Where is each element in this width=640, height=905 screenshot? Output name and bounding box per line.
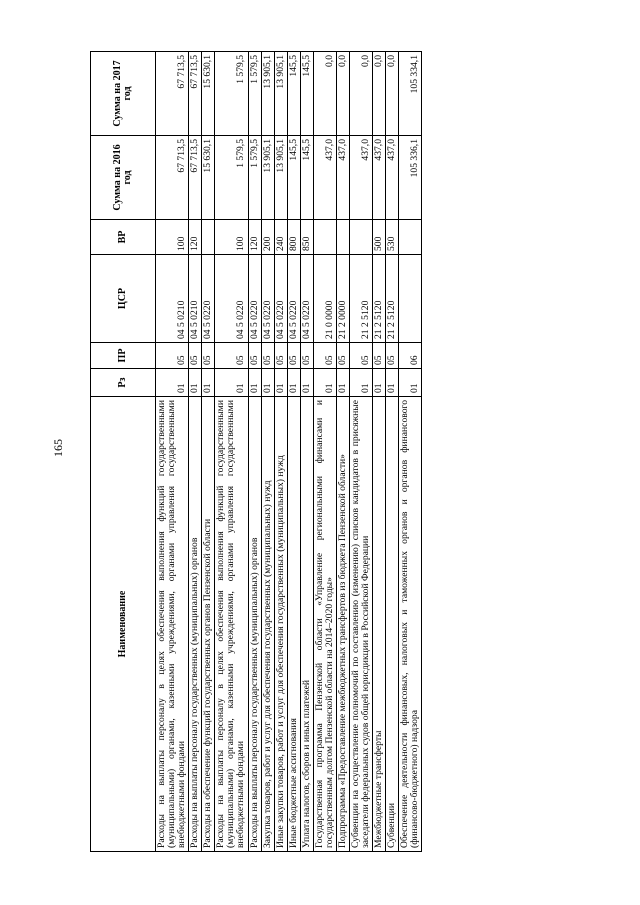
- cell-sum-2016: 437,0: [350, 136, 373, 220]
- cell-sum-2017: 0,0: [336, 52, 349, 136]
- cell-sum-2017: 105 334,1: [399, 52, 422, 136]
- cell-name: Уплата налогов, сборов и иных платежей: [300, 397, 313, 852]
- table-row: [313, 52, 336, 852]
- cell-sum-2017: 67 713,5: [189, 52, 202, 136]
- cell-rz: 01: [248, 369, 261, 397]
- cell-pr: 05: [373, 343, 386, 369]
- table-row: [373, 52, 386, 852]
- cell-name: Субвенции: [386, 397, 399, 852]
- cell-csr: 21 2 5120: [386, 255, 399, 343]
- cell-csr: 04 5 0220: [248, 255, 261, 343]
- cell-sum-2017: 1 579,5: [248, 52, 261, 136]
- cell-csr: 21 0 0000: [313, 255, 336, 343]
- cell-sum-2017: 15 630,1: [202, 52, 215, 136]
- cell-sum-2016: 437,0: [336, 136, 349, 220]
- cell-rz: 01: [336, 369, 349, 397]
- table-header-row: [91, 52, 156, 852]
- cell-name: Обеспечение деятельности финансовых, налоговых и таможенных органов и органов финансового (финансово-бюджетного) надзора: [399, 397, 422, 852]
- cell-vr: 800: [287, 220, 300, 255]
- cell-pr: 05: [156, 343, 189, 369]
- header-name: Наименование: [91, 397, 156, 852]
- cell-csr: 04 5 0220: [202, 255, 215, 343]
- cell-name: Расходы на выплаты персоналу государственных (муниципальных) органов: [248, 397, 261, 852]
- table-row: [287, 52, 300, 852]
- cell-rz: 01: [300, 369, 313, 397]
- cell-csr: 21 2 5120: [350, 255, 373, 343]
- cell-pr: 05: [189, 343, 202, 369]
- cell-name: Расходы на выплаты персоналу государственных (муниципальных) органов: [189, 397, 202, 852]
- cell-name: Расходы на обеспечение функций государственных органов Пензенской области: [202, 397, 215, 852]
- budget-table: [90, 51, 422, 852]
- cell-sum-2016: 105 336,1: [399, 136, 422, 220]
- cell-vr: 530: [386, 220, 399, 255]
- cell-rz: 01: [261, 369, 274, 397]
- cell-sum-2016: 13 905,1: [261, 136, 274, 220]
- cell-sum-2017: 0,0: [373, 52, 386, 136]
- cell-pr: 05: [274, 343, 287, 369]
- table-row: [350, 52, 373, 852]
- cell-pr: 06: [399, 343, 422, 369]
- cell-name: Межбюджетные трансферты: [373, 397, 386, 852]
- cell-vr: 100: [156, 220, 189, 255]
- cell-sum-2017: 67 713,5: [156, 52, 189, 136]
- cell-pr: 05: [350, 343, 373, 369]
- cell-vr: [313, 220, 336, 255]
- table-row: [399, 52, 422, 852]
- cell-name: Подпрограмма «Предоставление межбюджетных трансфертов из бюджета Пензенской области»: [336, 397, 349, 852]
- cell-pr: 05: [287, 343, 300, 369]
- table-row: [189, 52, 202, 852]
- cell-sum-2017: 145,5: [300, 52, 313, 136]
- header-rz: Рз: [91, 369, 156, 397]
- cell-pr: 05: [215, 343, 248, 369]
- cell-pr: 05: [336, 343, 349, 369]
- cell-csr: 04 5 0220: [215, 255, 248, 343]
- cell-name: Расходы на выплаты персоналу в целях обеспечения выполнения функций государственными (муниципальными) органами, казенными учреждениями, органами управления государственными внебюджетными фондами: [156, 397, 189, 852]
- cell-sum-2017: 13 905,1: [274, 52, 287, 136]
- cell-pr: 05: [386, 343, 399, 369]
- cell-vr: [350, 220, 373, 255]
- cell-csr: 04 5 0210: [156, 255, 189, 343]
- cell-rz: 01: [313, 369, 336, 397]
- header-sum-2017: Сумма на 2017 год: [91, 52, 156, 136]
- cell-sum-2016: 1 579,5: [215, 136, 248, 220]
- cell-rz: 01: [373, 369, 386, 397]
- cell-sum-2017: 13 905,1: [261, 52, 274, 136]
- table-row: [261, 52, 274, 852]
- cell-pr: 05: [261, 343, 274, 369]
- table-row: [156, 52, 189, 852]
- cell-rz: 01: [287, 369, 300, 397]
- cell-rz: 01: [399, 369, 422, 397]
- cell-sum-2016: 15 630,1: [202, 136, 215, 220]
- cell-vr: 500: [373, 220, 386, 255]
- cell-csr: 04 5 0220: [274, 255, 287, 343]
- cell-rz: 01: [274, 369, 287, 397]
- header-csr: ЦСР: [91, 255, 156, 343]
- table-row: [215, 52, 248, 852]
- cell-name: Государственная программа Пензенской области «Управление региональными финансами и государственным долгом Пензенской области на 2014–2020 годы»: [313, 397, 336, 852]
- cell-vr: 120: [248, 220, 261, 255]
- cell-rz: 01: [386, 369, 399, 397]
- cell-sum-2017: 0,0: [313, 52, 336, 136]
- cell-vr: 100: [215, 220, 248, 255]
- table-row: [300, 52, 313, 852]
- cell-name: Расходы на выплаты персоналу в целях обеспечения выполнения функций государственными (муниципальными) органами, казенными учреждениями, органами управления государственными внебюджетными фондами: [215, 397, 248, 852]
- header-sum-2016: Сумма на 2016 год: [91, 136, 156, 220]
- cell-sum-2017: 0,0: [386, 52, 399, 136]
- cell-sum-2017: 145,5: [287, 52, 300, 136]
- cell-csr: 04 5 0210: [189, 255, 202, 343]
- cell-rz: 01: [350, 369, 373, 397]
- cell-sum-2016: 67 713,5: [156, 136, 189, 220]
- cell-pr: 05: [202, 343, 215, 369]
- cell-pr: 05: [313, 343, 336, 369]
- cell-name: Иные бюджетные ассигнования: [287, 397, 300, 852]
- cell-rz: 01: [156, 369, 189, 397]
- cell-rz: 01: [215, 369, 248, 397]
- cell-csr: 04 5 0220: [287, 255, 300, 343]
- cell-vr: 850: [300, 220, 313, 255]
- cell-sum-2016: 437,0: [373, 136, 386, 220]
- cell-sum-2016: 145,5: [300, 136, 313, 220]
- header-pr: ПР: [91, 343, 156, 369]
- table-row: [336, 52, 349, 852]
- cell-vr: 200: [261, 220, 274, 255]
- cell-sum-2017: 1 579,5: [215, 52, 248, 136]
- cell-rz: 01: [189, 369, 202, 397]
- cell-rz: 01: [202, 369, 215, 397]
- cell-csr: [399, 255, 422, 343]
- page-number: 165: [51, 439, 65, 457]
- cell-pr: 05: [300, 343, 313, 369]
- cell-sum-2016: 13 905,1: [274, 136, 287, 220]
- cell-csr: 21 2 5120: [373, 255, 386, 343]
- rotated-page-content: [90, 52, 565, 852]
- cell-sum-2016: 145,5: [287, 136, 300, 220]
- table-row: [248, 52, 261, 852]
- cell-name: Закупка товаров, работ и услуг для обеспечения государственных (муниципальных) нужд: [261, 397, 274, 852]
- header-vr: ВР: [91, 220, 156, 255]
- cell-vr: [336, 220, 349, 255]
- cell-csr: 04 5 0220: [300, 255, 313, 343]
- cell-csr: 21 2 0000: [336, 255, 349, 343]
- cell-pr: 05: [248, 343, 261, 369]
- cell-name: Иные закупки товаров, работ и услуг для обеспечения государственных (муниципальных) нужд: [274, 397, 287, 852]
- cell-vr: [202, 220, 215, 255]
- cell-sum-2016: 437,0: [386, 136, 399, 220]
- cell-name: Субвенции на осуществление полномочий по составлению (изменению) списков кандидатов в присяжные заседатели федеральных судов общей юрисдикции в Российской Федерации: [350, 397, 373, 852]
- cell-sum-2016: 1 579,5: [248, 136, 261, 220]
- table-row: [202, 52, 215, 852]
- cell-vr: [399, 220, 422, 255]
- cell-csr: 04 5 0220: [261, 255, 274, 343]
- cell-vr: 240: [274, 220, 287, 255]
- cell-sum-2016: 67 713,5: [189, 136, 202, 220]
- cell-sum-2016: 437,0: [313, 136, 336, 220]
- table-row: [274, 52, 287, 852]
- cell-vr: 120: [189, 220, 202, 255]
- table-row: [386, 52, 399, 852]
- cell-sum-2017: 0,0: [350, 52, 373, 136]
